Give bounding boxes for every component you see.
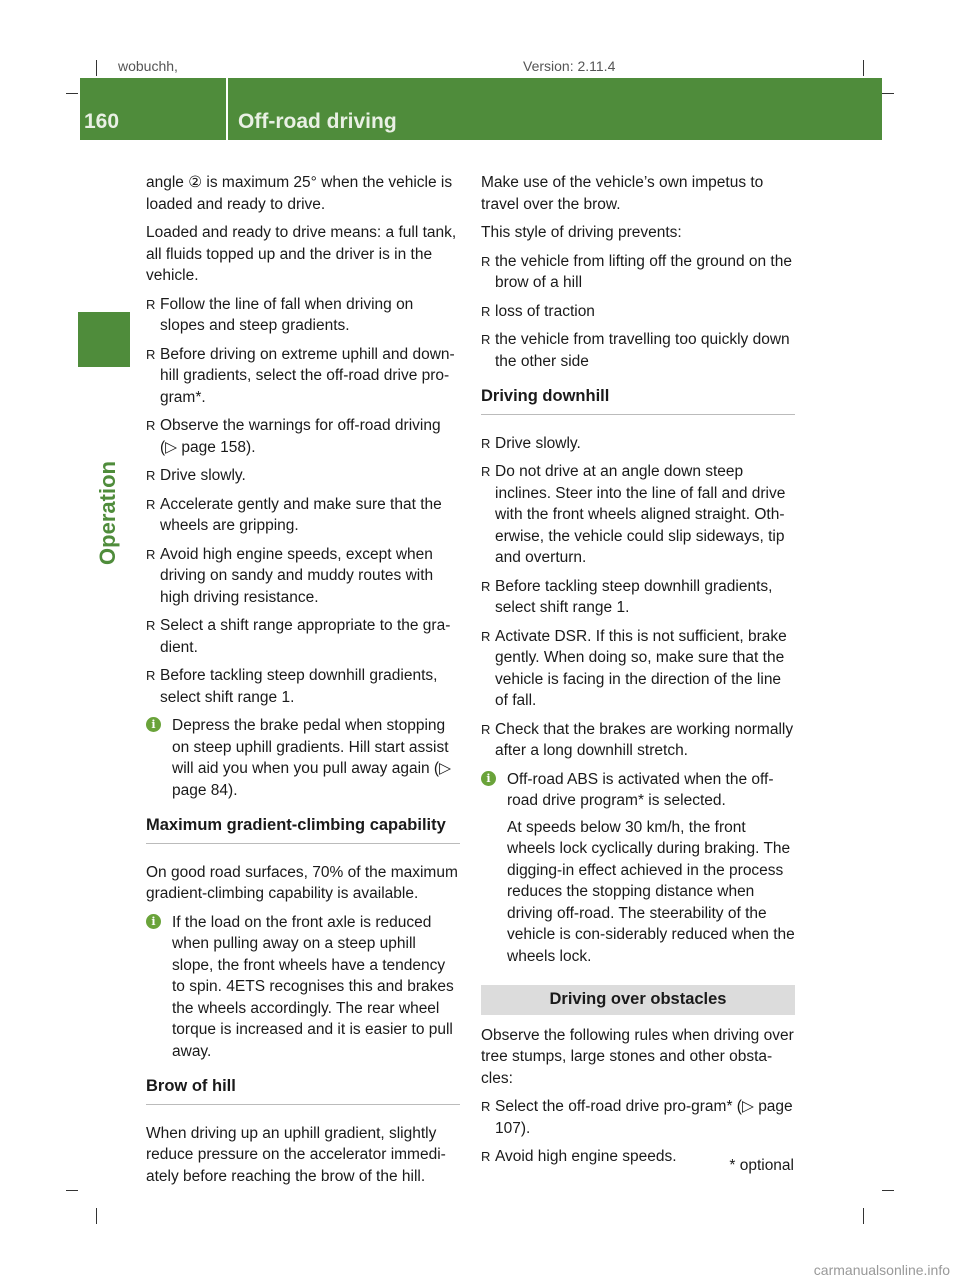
list-item: R Drive slowly.	[146, 465, 460, 487]
info-text: At speeds below 30 km/h, the front wheels lock cyclically during braking. The digging-in effect achieved in the process reduces the stopping distance when driving off-road. The steerability of the vehicle is con-siderably reduced when the wheels lock.	[507, 818, 795, 965]
paragraph: On good road surfaces, 70% of the maximum gradient-climbing capability is available.	[146, 863, 458, 902]
info-icon: i	[146, 717, 161, 732]
crop-mark	[863, 60, 864, 76]
list-item: R Accelerate gently and make sure that the wheels are gripping.	[146, 494, 460, 537]
section-heading-boxed: Driving over obstacles	[481, 985, 795, 1015]
list-item: R Avoid high engine speeds, except when driving on sandy and muddy routes with high driving resistance.	[146, 544, 460, 609]
right-column	[481, 172, 795, 1175]
crop-mark	[96, 1208, 97, 1224]
print-info-left: wobuchh,	[118, 58, 178, 74]
info-text: If the load on the front axle is reduced when pulling away on a steep uphill slope, the front wheels have a tendency to spin. 4ETS recognises this and brakes the wheels accordingly. The rear wheel torque is increased and it is easier to pull away.	[172, 913, 454, 1060]
section-heading: Maximum gradient-climbing capability	[146, 815, 460, 844]
page-number: 160	[84, 110, 120, 133]
list-item: R the vehicle from lifting off the ground on the brow of a hill	[481, 251, 795, 294]
header-divider	[226, 78, 228, 140]
list-item: R Check that the brakes are working normally after a long downhill stretch.	[481, 719, 795, 762]
crop-mark	[882, 93, 894, 94]
left-column	[146, 172, 460, 1194]
list-item: R Drive slowly.	[481, 433, 795, 455]
list-item: R Do not drive at an angle down steep inclines. Steer into the line of fall and drive with the front wheels aligned straight. Oth-erwise, the vehicle could slip sideways, tip and overturn.	[481, 461, 795, 569]
crop-mark	[96, 60, 97, 76]
side-tab	[78, 312, 130, 367]
info-icon: i	[146, 914, 161, 929]
list-item: R Select a shift range appropriate to the gra-dient.	[146, 615, 460, 658]
list-item: R Follow the line of fall when driving on slopes and steep gradients.	[146, 294, 460, 337]
page-header	[80, 78, 882, 140]
paragraph: Loaded and ready to drive means: a full tank, all fluids topped up and the driver is in the vehicle.	[146, 224, 457, 284]
info-text: Depress the brake pedal when stopping on steep uphill gradients. Hill start assist will aid you when you pull away again (▷ page 84).	[172, 717, 452, 799]
footnote: * optional	[729, 1157, 794, 1174]
section-title: Off-road driving	[238, 110, 397, 133]
crop-mark	[66, 1190, 78, 1191]
list-item: R Select the off-road drive pro-gram* (▷ page 107).	[481, 1096, 795, 1139]
list-item: R Before driving on extreme uphill and down-hill gradients, select the off-road drive pro-gram*.	[146, 344, 460, 409]
list-item: R Before tackling steep downhill gradients, select shift range 1.	[481, 576, 795, 619]
list-item: R Activate DSR. If this is not sufficient, brake gently. When doing so, make sure that the vehicle is facing in the direction of the line of fall.	[481, 626, 795, 712]
list-item: R Before tackling steep downhill gradients, select shift range 1.	[146, 665, 460, 708]
watermark: carmanualsonline.info	[813, 1262, 950, 1278]
crop-mark	[863, 1208, 864, 1224]
info-note	[146, 912, 460, 1063]
section-heading: Driving downhill	[481, 386, 795, 415]
list-item: R Avoid high engine speeds.	[481, 1146, 795, 1168]
list-item: R Observe the warnings for off-road driving (▷ page 158).	[146, 415, 460, 458]
paragraph: When driving up an uphill gradient, slightly reduce pressure on the accelerator immedi-ately before reaching the brow of the hill.	[146, 1124, 446, 1185]
paragraph: Observe the following rules when driving over tree stumps, large stones and other obsta-cles:	[481, 1026, 794, 1087]
list-item: R the vehicle from travelling too quickly down the other side	[481, 329, 795, 372]
print-info-right: Version: 2.11.4	[523, 58, 616, 74]
paragraph: angle ② is maximum 25° when the vehicle is loaded and ready to drive.	[146, 174, 453, 213]
info-note	[481, 769, 795, 968]
info-note	[146, 715, 460, 801]
paragraph: This style of driving prevents:	[481, 224, 682, 241]
section-heading: Brow of hill	[146, 1076, 460, 1105]
list-item: R loss of traction	[481, 301, 795, 323]
crop-mark	[882, 1190, 894, 1191]
paragraph: Make use of the vehicle’s own impetus to travel over the brow.	[481, 174, 764, 213]
side-label: Operation	[95, 461, 120, 565]
crop-mark	[66, 93, 78, 94]
info-icon: i	[481, 771, 496, 786]
info-text: Off-road ABS is activated when the off-road drive program* is selected.	[507, 770, 774, 809]
